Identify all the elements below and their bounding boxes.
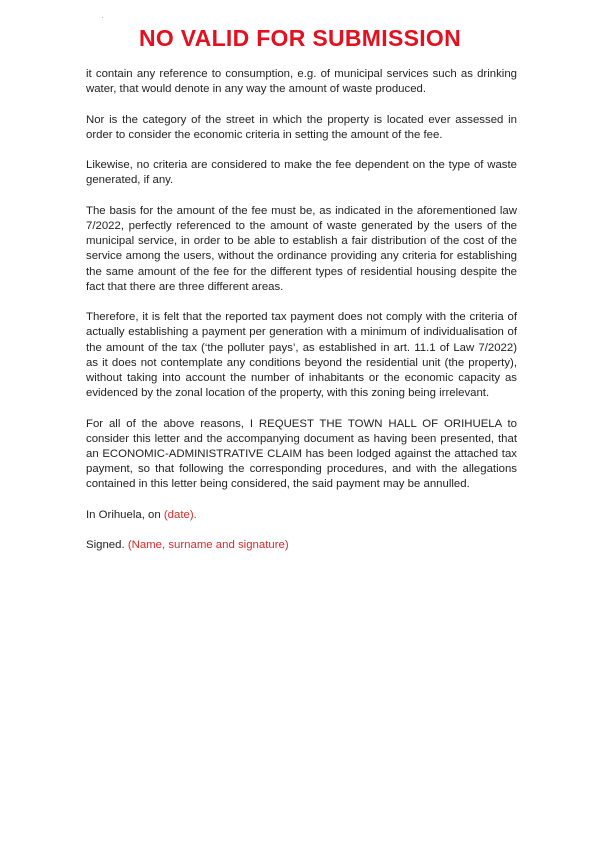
date-suffix: . [193,508,197,521]
paragraph-consumption: it contain any reference to consumption, e.g. of municipal services such as drinking water, that would denote in any way the amount of waste produced. [86,68,517,96]
place-prefix: In Orihuela, on [86,508,164,521]
watermark-title: NO VALID FOR SUBMISSION [138,25,462,51]
signature-line [86,538,517,553]
letter-body [86,67,517,569]
paragraph-therefore: Therefore, it is felt that the reported tax payment does not comply with the criteria of actually establishing a payment per generation with a minimum of individualisation of the amount of the tax (‘the polluter pays’, as established in art. 11.1 of Law 7/2022) as it does not contemplate any conditions beyond the residential unit (the property), without taking into account the number of inhabitants or the economic capacity as evidenced by the zonal location of the property, with this zoning being irrelevant. [86,311,517,400]
paragraph-waste-type: Likewise, no criteria are considered to make the fee dependent on the type of waste generated, if any. [86,159,517,187]
paragraph-fee-basis: The basis for the amount of the fee must be, as indicated in the aforementioned law 7/2022, perfectly referenced to the amount of waste generated by the users of the municipal service, in order to be able to establish a fair distribution of the cost of the service among the users, without the ordinance providing any criteria for establishing the same amount of the fee for the different types of residential housing despite the fact that there are three different areas. [86,204,517,293]
signature-placeholder: (Name, surname and signature) [127,539,289,552]
date-placeholder: (date) [163,508,194,521]
paragraph-street-category: Nor is the category of the street in which the property is located ever assessed in order to consider the economic criteria in setting the amount of the fee. [86,113,517,141]
signed-prefix: Signed. [86,539,128,552]
scan-speck [102,17,103,18]
place-date-line [86,508,517,523]
paragraph-request: For all of the above reasons, I REQUEST THE TOWN HALL OF ORIHUELA to consider this letter and the accompanying document as having been presented, that an ECONOMIC-ADMINISTRATIVE CLAIM has been lodged against the attached tax payment, so that following the corresponding procedures, and with the allegations contained in this letter being considered, the said payment may be annulled. [86,417,517,491]
